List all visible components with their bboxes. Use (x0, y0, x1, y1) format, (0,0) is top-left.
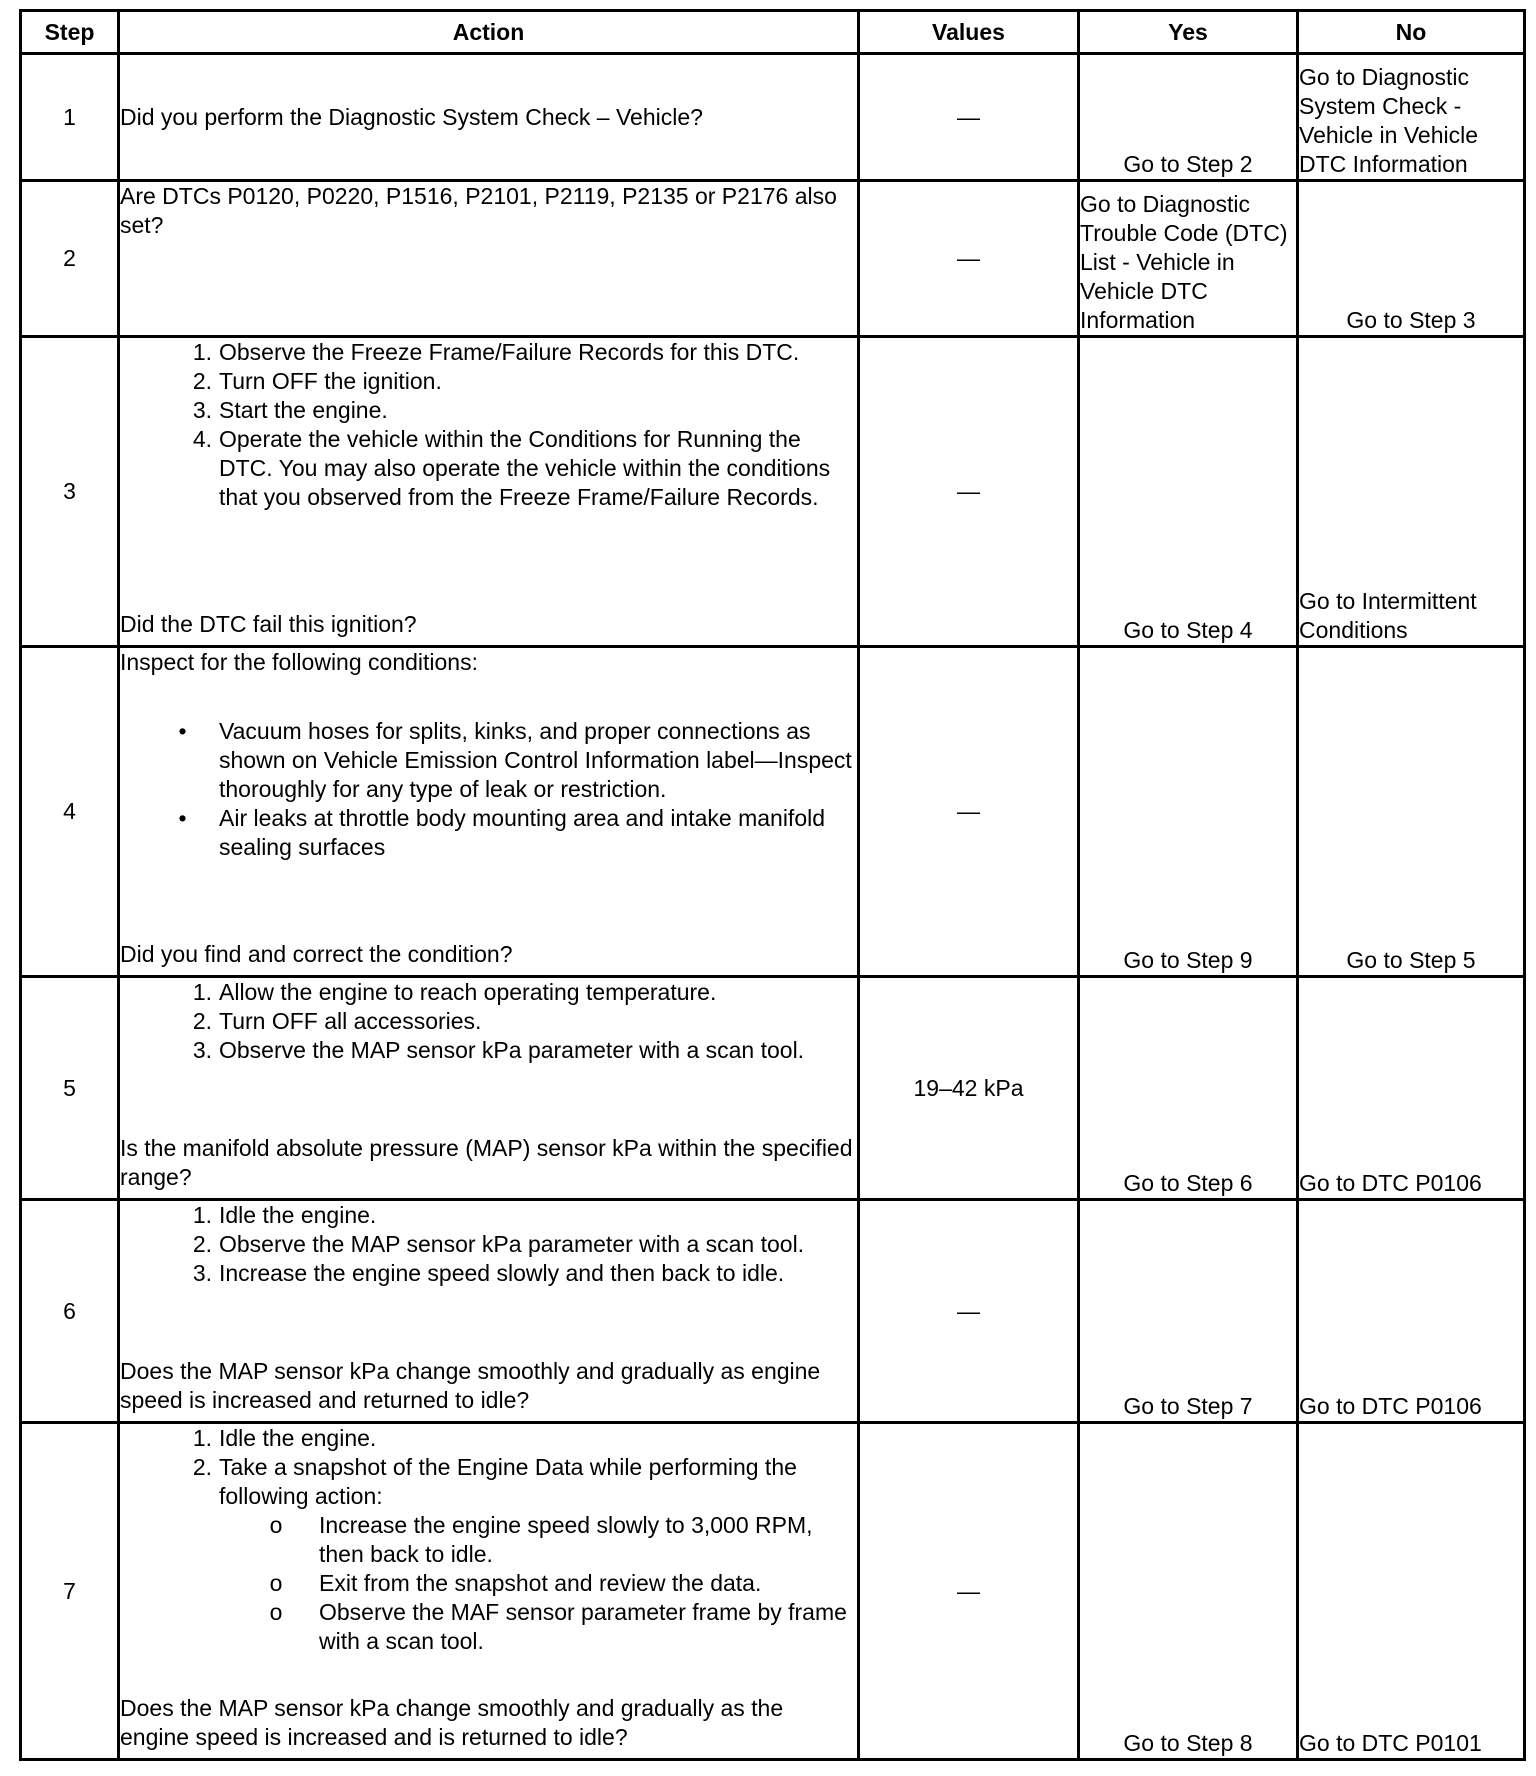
table-row (21, 1423, 1525, 1760)
values-cell: — (859, 54, 1079, 181)
step-number: 5 (21, 977, 119, 1200)
values-cell: — (859, 181, 1079, 337)
list-item: 2. Observe the MAP sensor kPa parameter with a scan tool. (192, 1231, 805, 1257)
list-item: 1. Idle the engine. (192, 1425, 377, 1451)
table-row (21, 647, 1525, 977)
list-item: 4. Operate the vehicle within the Conditions for Running the DTC. You may also operate the vehicle within the conditions that you observed from the Freeze Frame/Failure Records. (192, 426, 831, 510)
list-item-text: Take a snapshot of the Engine Data while performing the following action: (219, 1454, 797, 1509)
list-item: • Vacuum hoses for splits, kinks, and proper connections as shown on Vehicle Emission Control Information label—Inspect thoroughly for any type of leak or restriction. (178, 718, 852, 802)
action-cell (119, 647, 859, 977)
numbered-list (120, 978, 857, 1065)
sub-list-item: o Exit from the snapshot and review the data. (269, 1570, 762, 1596)
action-cell (119, 1423, 859, 1760)
no-cell: Go to Diagnostic System Check - Vehicle in Vehicle DTC Information (1298, 54, 1525, 181)
header-action: Action (119, 11, 859, 54)
values-cell: — (859, 1200, 1079, 1423)
table-row (21, 181, 1525, 337)
no-cell: Go to Intermittent Conditions (1298, 337, 1525, 647)
no-cell: Go to Step 3 (1298, 181, 1525, 337)
action-cell (119, 1200, 859, 1423)
diagnostic-table (19, 9, 1526, 1761)
no-cell: Go to Step 5 (1298, 647, 1525, 977)
list-item: 3. Increase the engine speed slowly and then back to idle. (192, 1260, 785, 1286)
numbered-list (120, 1201, 857, 1288)
action-intro: Inspect for the following conditions: (120, 649, 478, 675)
step-number: 3 (21, 337, 119, 647)
table-row (21, 337, 1525, 647)
list-item: 3. Start the engine. (192, 397, 388, 423)
action-cell (119, 337, 859, 647)
list-item: 1. Observe the Freeze Frame/Failure Records for this DTC. (192, 339, 800, 365)
step-number: 7 (21, 1423, 119, 1760)
table-row (21, 977, 1525, 1200)
action-question: Did you perform the Diagnostic System Check – Vehicle? (120, 103, 703, 130)
header-row (21, 11, 1525, 54)
action-cell (119, 54, 859, 181)
no-cell: Go to DTC P0106 (1298, 1200, 1525, 1423)
sub-list-item: o Observe the MAF sensor parameter frame by frame with a scan tool. (269, 1599, 847, 1654)
list-item: • Air leaks at throttle body mounting area and intake manifold sealing surfaces (178, 805, 826, 860)
yes-cell: Go to Step 4 (1079, 337, 1298, 647)
yes-cell: Go to Step 8 (1079, 1423, 1298, 1760)
bullet-list (120, 717, 857, 862)
values-cell: 19–42 kPa (859, 977, 1079, 1200)
list-item: 1. Idle the engine. (192, 1202, 377, 1228)
step-number: 2 (21, 181, 119, 337)
header-step: Step (21, 11, 119, 54)
step-number: 6 (21, 1200, 119, 1423)
action-cell (119, 977, 859, 1200)
list-item: 1. Allow the engine to reach operating temperature. (192, 979, 717, 1005)
action-question: Is the manifold absolute pressure (MAP) sensor kPa within the specified range? (120, 1135, 853, 1190)
yes-cell: Go to Step 9 (1079, 647, 1298, 977)
yes-cell: Go to Step 6 (1079, 977, 1298, 1200)
sub-list (219, 1511, 857, 1656)
action-question: Does the MAP sensor kPa change smoothly and gradually as the engine speed is increased and is returned to idle? (120, 1695, 784, 1750)
action-question: Did you find and correct the condition? (120, 941, 513, 967)
action-question: Does the MAP sensor kPa change smoothly and gradually as engine speed is increased and returned to idle? (120, 1358, 821, 1413)
numbered-list (120, 338, 857, 512)
numbered-list (120, 1424, 857, 1656)
no-cell: Go to DTC P0101 (1298, 1423, 1525, 1760)
values-cell: — (859, 337, 1079, 647)
yes-cell: Go to Diagnostic Trouble Code (DTC) List - Vehicle in Vehicle DTC Information (1079, 181, 1298, 337)
action-question: Are DTCs P0120, P0220, P1516, P2101, P2119, P2135 or P2176 also set? (120, 183, 837, 238)
list-item: 3. Observe the MAP sensor kPa parameter with a scan tool. (192, 1037, 805, 1063)
list-item: 2. Take a snapshot of the Engine Data while performing the following action: o Increase the engine speed slowly to 3,000 RPM, then back to idle. o Exit from the snapshot and review the data. o Observe the MAF sensor parameter frame by frame with a scan tool. (120, 1453, 857, 1656)
yes-cell: Go to Step 7 (1079, 1200, 1298, 1423)
table-row (21, 54, 1525, 181)
header-yes: Yes (1079, 11, 1298, 54)
step-number: 1 (21, 54, 119, 181)
action-question: Did the DTC fail this ignition? (120, 611, 417, 637)
action-cell (119, 181, 859, 337)
header-values: Values (859, 11, 1079, 54)
sub-list-item: o Increase the engine speed slowly to 3,000 RPM, then back to idle. (269, 1512, 813, 1567)
list-item: 2. Turn OFF the ignition. (192, 368, 442, 394)
values-cell: — (859, 647, 1079, 977)
table-row (21, 1200, 1525, 1423)
values-cell: — (859, 1423, 1079, 1760)
list-item: 2. Turn OFF all accessories. (192, 1008, 482, 1034)
header-no: No (1298, 11, 1525, 54)
no-cell: Go to DTC P0106 (1298, 977, 1525, 1200)
yes-cell: Go to Step 2 (1079, 54, 1298, 181)
step-number: 4 (21, 647, 119, 977)
